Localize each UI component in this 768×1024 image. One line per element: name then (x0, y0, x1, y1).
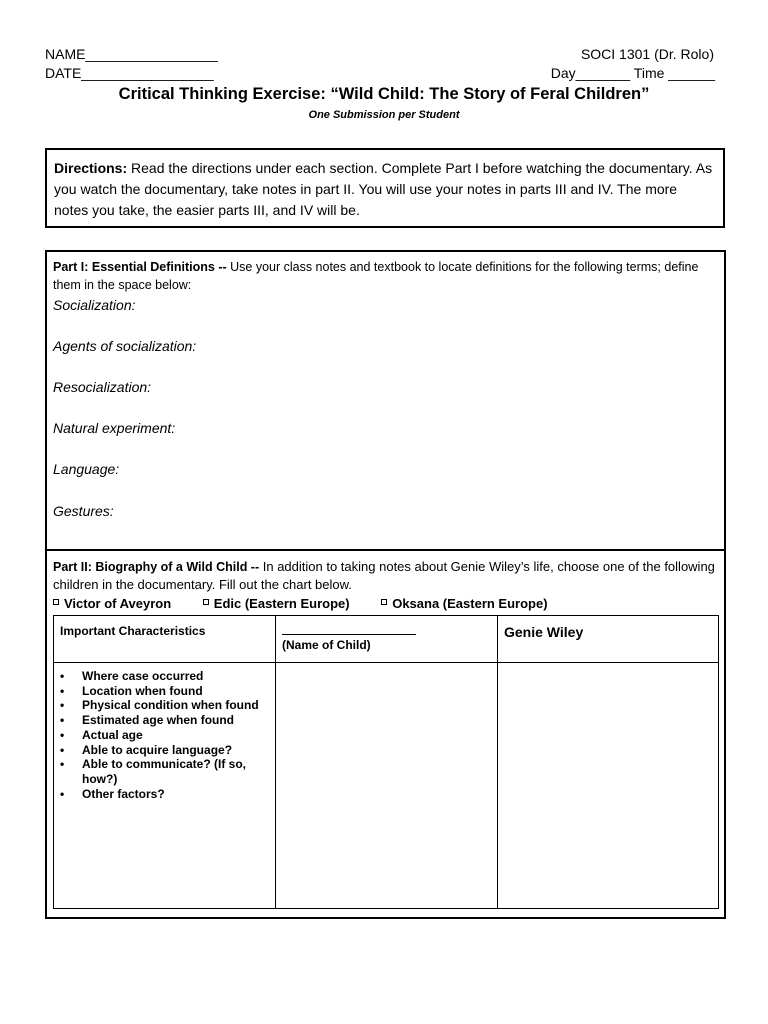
course-label: SOCI 1301 (Dr. Rolo) (580, 46, 714, 62)
section-divider (45, 549, 726, 551)
part1-instructions: Use your class notes and textbook to locate definitions for the following terms; define them in the space below: (53, 260, 699, 292)
option-oksana-label: Oksana (Eastern Europe) (392, 596, 548, 611)
term-gestures: Gestures: (53, 503, 114, 519)
characteristics-header: Important Characteristics (60, 624, 206, 638)
list-item: • Location when found (82, 684, 275, 699)
part1-heading (53, 258, 718, 294)
term-socialization: Socialization: (53, 297, 136, 313)
chart-body-row (54, 663, 719, 909)
child-notes-cell[interactable] (276, 663, 498, 909)
checkbox-icon[interactable] (381, 599, 387, 605)
directions-text: Read the directions under each section. Complete Part I before watching the documentary. As you watch the documentary, take notes in part II. You will use your notes in parts III and IV. The more notes you take, the easier parts III, and IV will be. (54, 160, 713, 218)
list-item: • Estimated age when found (82, 713, 275, 728)
child-name-header: (Name of Child) (282, 638, 371, 652)
term-agents-of-socialization: Agents of socialization: (53, 338, 197, 354)
date-field-label: DATE_________________ (45, 65, 214, 81)
child-options (53, 596, 576, 611)
term-resocialization: Resocialization: (53, 379, 152, 395)
characteristics-list (54, 669, 275, 801)
directions-label: Directions: (54, 160, 128, 176)
genie-header-cell (498, 616, 719, 663)
list-item: • Where case occurred (82, 669, 275, 684)
page-title: Critical Thinking Exercise: “Wild Child: The Story of Feral Children” (118, 85, 650, 103)
term-natural-experiment: Natural experiment: (53, 420, 176, 436)
name-field-label: NAME_________________ (45, 46, 218, 62)
child-name-header-cell[interactable] (276, 616, 498, 663)
list-item: • Able to acquire language? (82, 743, 275, 758)
option-edic-label: Edic (Eastern Europe) (213, 596, 350, 611)
genie-notes-cell[interactable] (498, 663, 719, 909)
list-item: • Physical condition when found (82, 698, 275, 713)
day-time-label: Day_______ Time ______ (550, 65, 715, 81)
option-oksana[interactable] (381, 596, 547, 611)
part1-title: Part I: Essential Definitions -- (53, 260, 227, 274)
list-item: • Able to communicate? (If so, how?) (82, 757, 275, 786)
characteristics-list-cell (54, 663, 276, 909)
characteristics-header-cell (54, 616, 276, 663)
option-victor[interactable] (53, 596, 171, 611)
list-item: • Other factors? (82, 787, 275, 802)
option-victor-label: Victor of Aveyron (64, 596, 172, 611)
directions-box (45, 148, 725, 228)
biography-chart (53, 615, 719, 909)
part2-heading (53, 558, 718, 594)
part2-instructions: In addition to taking notes about Genie Wiley’s life, choose one of the following children in the documentary. Fill out the chart below. (53, 559, 715, 592)
part2-title: Part II: Biography of a Wild Child -- (53, 560, 260, 574)
option-edic[interactable] (203, 596, 350, 611)
page-subtitle: One Submission per Student (308, 109, 460, 121)
term-language: Language: (53, 461, 120, 477)
checkbox-icon[interactable] (203, 599, 209, 605)
list-item: • Actual age (82, 728, 275, 743)
chart-header-row (54, 616, 719, 663)
checkbox-icon[interactable] (53, 599, 59, 605)
genie-wiley-header: Genie Wiley (504, 624, 584, 640)
